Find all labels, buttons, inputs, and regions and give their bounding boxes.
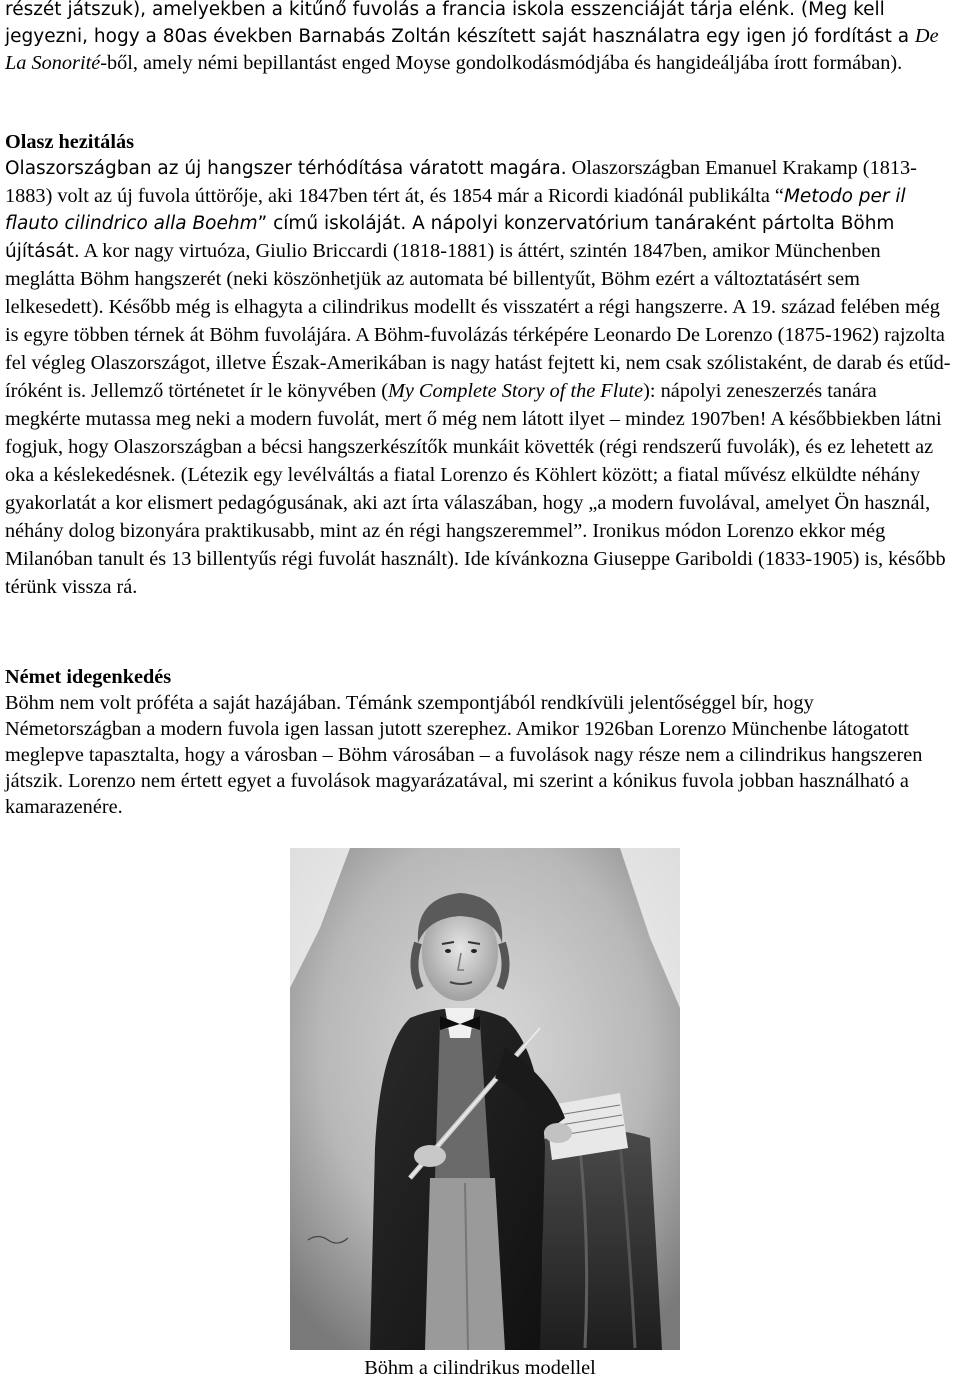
section-heading-italy: Olasz hezitálás (5, 131, 134, 153)
intro-text-end: -ből, amely némi bepillantást enged Moyse gondolkodásmódjába és hangideáljába írott formában). (100, 52, 903, 74)
intro-paragraph (5, 0, 955, 76)
intro-text: részét játszuk), amelyekben a kitűnő fuvolás a francia iskola esszenciáját tárja elénk. (Meg kell jegyezni, hogy a 80as években Barnabás Zoltán készített saját használatra egy igen jó fordítást a (5, 0, 915, 47)
figure-caption: Böhm a cilindrikus modellel (364, 1357, 596, 1379)
italy-text-d: ): nápolyi zeneszerzés tanára megkérte mutassa meg neki a modern fuvolát, mert ő még nem látott ilyet – mindez 1907ben! A későbbiekben látni fogjuk, hogy Olaszországban a bécsi hangszerkészítők munkáit követték (régi rendszerű fuvolák), és ez lehetett az oka a késlekedésnek. (Létezik egy levélváltás a fiatal Lorenzo és Köhlert között; a fiatal művész elküldte néhány gyakorlatát a kor elismert pedagógusának, aki azt írta válaszában, hogy „a modern fuvolával, amelyet Ön használ, néhány dolog bizonyára praktikusabb, mint az én régi hangszeremmel”. Ironikus módon Lorenzo ekkor még Milanóban tanult és 13 billentyűs régi fuvolát használt). Ide kívánkozna Giuseppe Gariboldi (1833-1905) is, később térünk vissza rá. (5, 380, 946, 598)
section-germany (5, 664, 955, 820)
italy-text-a: Olaszországban Emanuel Krakamp (1813-1883) volt az új fuvola úttörője, aki 1847ben tért át, és 1854 már a Ricordi kiadónál publikálta “ (5, 157, 917, 207)
italy-book-title: Metodo per il flauto cilindrico alla Boehm (5, 186, 906, 234)
boehm-portrait-photo (290, 848, 680, 1350)
lorenzo-book-title: My Complete Story of the Flute (387, 380, 644, 402)
italy-lead-text: Olaszországban az új hangszer térhódítása váratott magára. (5, 158, 567, 179)
book-title: De La Sonorité (5, 25, 939, 74)
section-heading-germany: Német idegenkedés (5, 666, 172, 688)
section-italy (5, 129, 955, 602)
italy-text-b: ” című iskoláját. A nápolyi konzervatórium tanáraként pártolta Böhm újítását. (5, 213, 895, 262)
italy-text-c: A kor nagy virtuóza, Giulio Briccardi (1818-1881) is áttért, szintén 1847ben, amikor Münchenben meglátta Böhm hangszerét (neki köszönhetjük az automata bé billentyűt, Böhm ezért a változtatásért sem lelkesedett). Később még is elhagyta a cilindrikus modellt és visszatért a régi hangszerre. A 19. század felében még is egyre többen térnek át Böhm fuvolájára. A Böhm-fuvolázás térképére Leonardo De Lorenzo (1875-1962) rajzolta fel végleg Olaszországot, illetve Észak-Amerikában is nagy hatást fejtett ki, nem csak szólistaként, de darab és etűd-íróként is. Jellemző történetet ír le könyvében ( (5, 240, 951, 402)
germany-text: Böhm nem volt próféta a saját hazájában. Témánk szempontjából rendkívüli jelentőséggel bír, hogy Németországban a modern fuvola igen lassan jutott szerephez. Amikor 1926ban Lorenzo Münchenbe látogatott meglepve tapasztalta, hogy a városban – Böhm városában – a fuvolások nagy része nem a cilindrikus hangszeren játszik. Lorenzo nem értett egyet a fuvolások magyarázatával, mi szerint a kónikus fuvola jobban használható a kamarazenére. (5, 692, 923, 818)
portrait-illustration (290, 848, 680, 1350)
